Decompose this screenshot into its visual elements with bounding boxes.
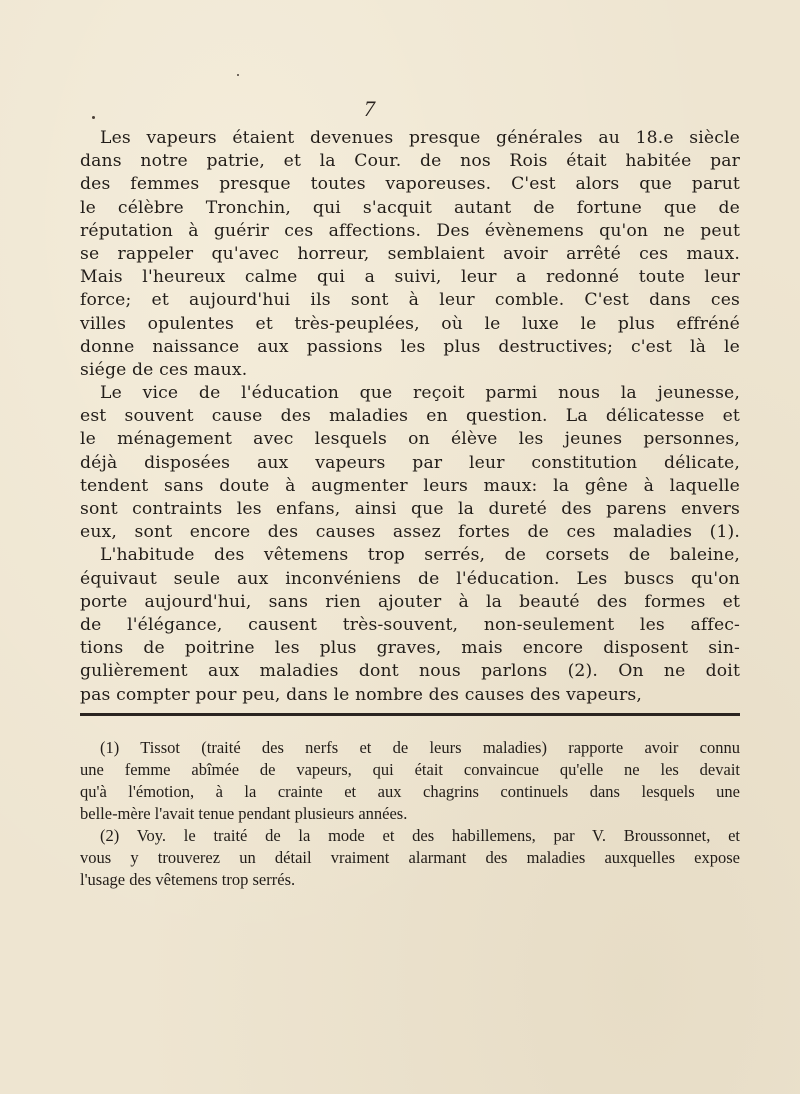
text-line: donne naissance aux passions les plus destructives; c'est là le (80, 336, 740, 357)
text-line: est souvent cause des maladies en question. La délicatesse et (80, 406, 740, 427)
text-line: gulièrement aux maladies dont nous parlons (2). On ne doit (80, 661, 740, 682)
text-line: siége de ces maux. (80, 359, 248, 380)
text-line: villes opulentes et très-peuplées, où le luxe le plus effréné (80, 313, 740, 334)
text-line: force; et aujourd'hui ils sont à leur comble. C'est dans ces (80, 290, 740, 311)
main-text (80, 127, 740, 707)
text-line: L'habitude des vêtemens trop serrés, de corsets de baleine, (100, 545, 740, 566)
text-line: dans notre patrie, et la Cour. de nos Rois était habitée par (80, 151, 740, 172)
footnote-line: (1) Tissot (traité des nerfs et de leurs maladies) rapporte avoir connu (100, 738, 740, 757)
text-line: se rappeler qu'avec horreur, semblaient avoir arrêté ces maux. (80, 243, 740, 264)
text-line: Les vapeurs étaient devenues presque générales au 18.e siècle (100, 128, 740, 148)
footnote-divider (80, 713, 740, 716)
text-line: le ménagement avec lesquels on élève les jeunes personnes, (80, 429, 740, 450)
footnotes (80, 737, 740, 891)
text-line: de l'élégance, causent très-souvent, non-seulement les affec- (80, 614, 740, 635)
text-line: réputation à guérir ces affections. Des évènemens qu'on ne peut (80, 220, 740, 241)
text-line: équivaut seule aux inconvéniens de l'éducation. Les buscs qu'on (80, 568, 740, 589)
page-number: 7 (364, 96, 375, 121)
footnote-line: belle-mère l'avait tenue pendant plusieurs années. (80, 804, 408, 823)
text-line: porte aujourd'hui, sans rien ajouter à la beauté des formes et (80, 591, 740, 612)
text-line: le célèbre Tronchin, qui s'acquit autant de fortune que de (80, 197, 740, 218)
text-line: tendent sans doute à augmenter leurs maux: la gêne à laquelle (80, 475, 740, 496)
footnote-line: l'usage des vêtemens trop serrés. (80, 870, 296, 889)
text-line: déjà disposées aux vapeurs par leur constitution délicate, (80, 452, 740, 473)
text-line: des femmes presque toutes vaporeuses. C'est alors que parut (80, 174, 740, 195)
text-line: sont contraints les enfans, ainsi que la dureté des parens envers (80, 499, 740, 519)
footnote-line: vous y trouverez un détail vraiment alarmant des maladies auxquelles expose (80, 848, 740, 867)
text-line: Le vice de l'éducation que reçoit parmi nous la jeunesse, (100, 383, 740, 404)
footnote-line: (2) Voy. le traité de la mode et des habillemens, par V. Broussonnet, et (100, 826, 740, 845)
text-line: eux, sont encore des causes assez fortes de ces maladies (1). (80, 522, 740, 543)
text-line: Mais l'heureux calme qui a suivi, leur a redonné toute leur (80, 267, 740, 288)
footnote-line: qu'à l'émotion, à la crainte et aux chagrins continuels dans lesquels une (80, 782, 740, 801)
text-line: pas compter pour peu, dans le nombre des causes des vapeurs, (80, 684, 642, 705)
footnote-line: une femme abîmée de vapeurs, qui était convaincue qu'elle ne les devait (80, 760, 740, 779)
text-line: tions de poitrine les plus graves, mais encore disposent sin- (80, 638, 740, 659)
ink-speck (237, 74, 239, 76)
